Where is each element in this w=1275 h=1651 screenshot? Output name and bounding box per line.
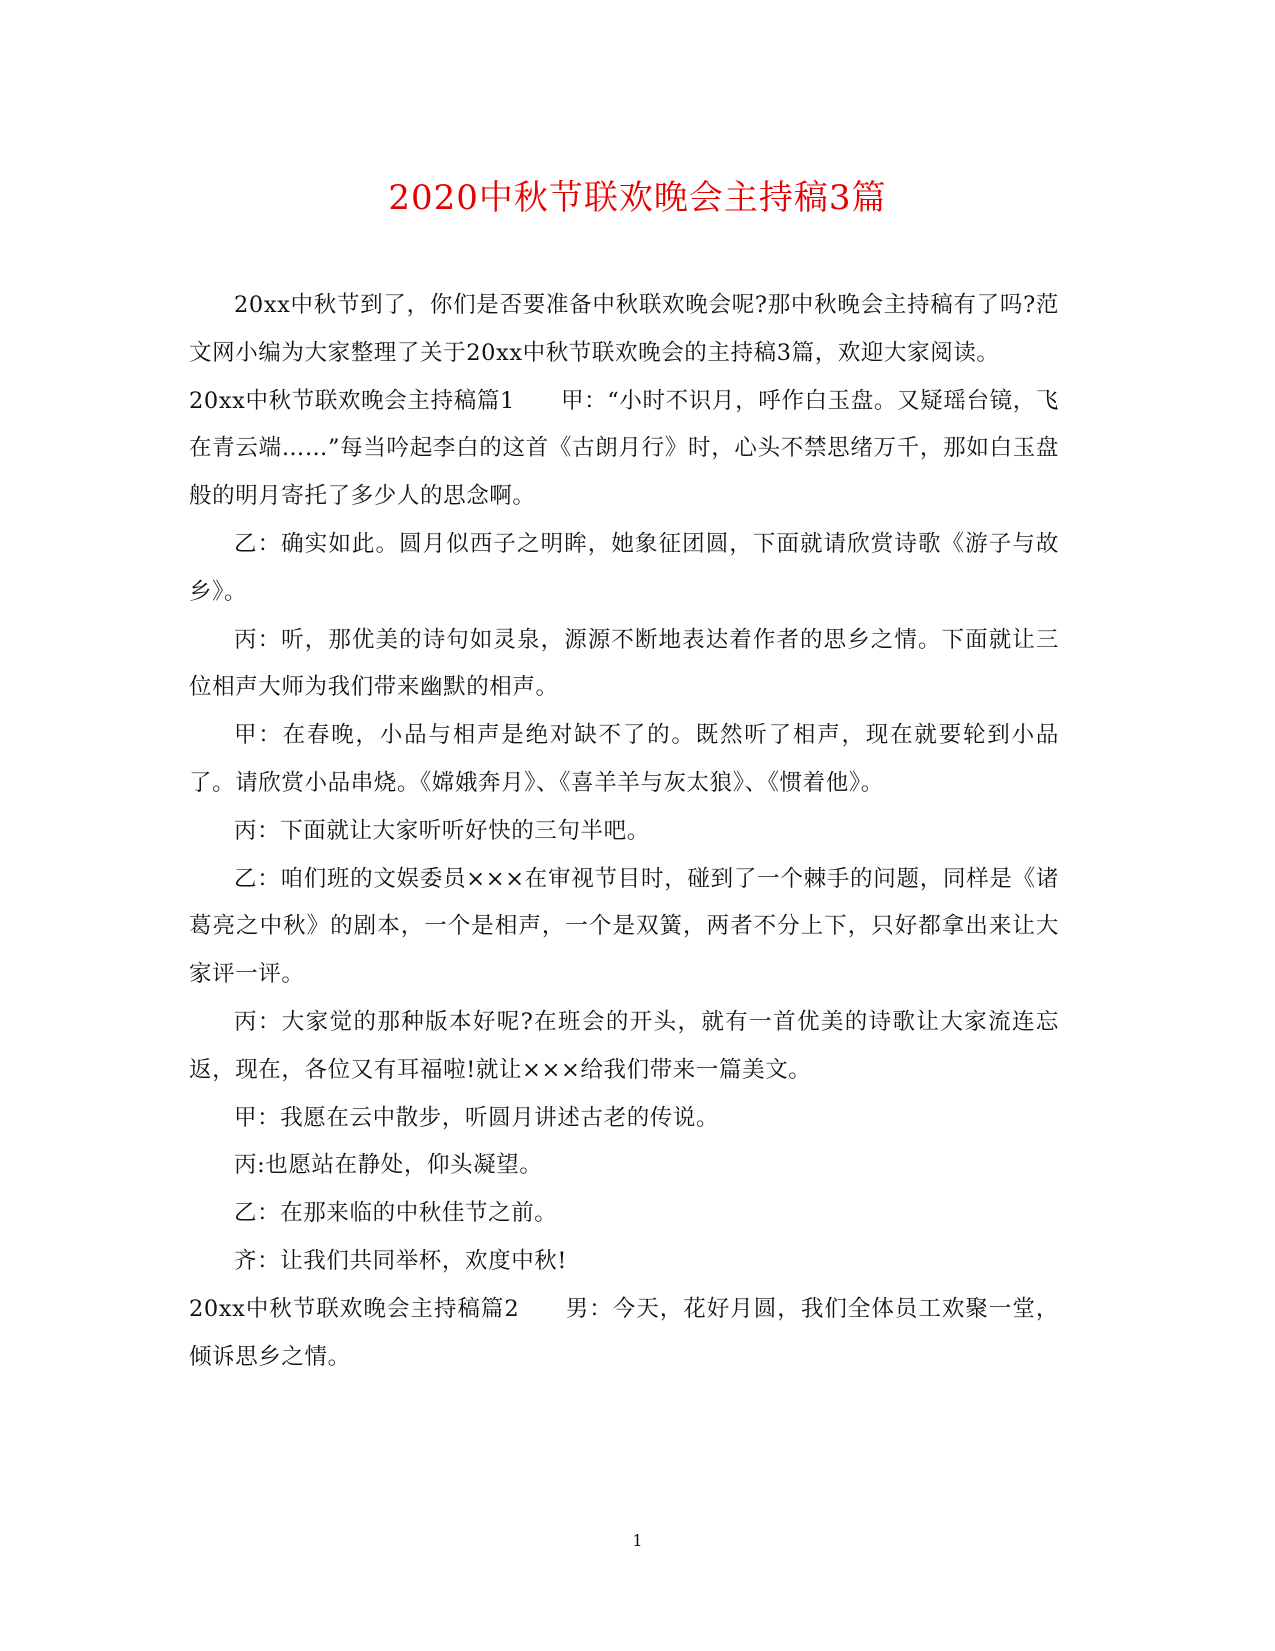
paragraph-text: 乙：咱们班的文娱委员×××在审视节目时，碰到了一个棘手的问题，同样是《诸葛亮之中秋》的剧本，一个是相声，一个是双簧，两者不分上下，只好都拿出来让大家评一评。 bbox=[189, 865, 1059, 988]
paragraph-text: 男：今天，花好月圆，我们全体员工欢聚一堂，倾诉思乡之情。 bbox=[189, 1295, 1059, 1370]
paragraph-dialogue bbox=[189, 1238, 1059, 1286]
paragraph-dialogue bbox=[189, 617, 1059, 713]
section-heading: 20xx中秋节联欢晚会主持稿篇2 bbox=[189, 1295, 520, 1322]
paragraph-intro bbox=[189, 282, 1059, 378]
paragraph-dialogue bbox=[189, 999, 1059, 1095]
paragraph-text: 丙：下面就让大家听听好快的三句半吧。 bbox=[234, 817, 650, 844]
paragraph-text: 20xx中秋节到了，你们是否要准备中秋联欢晚会呢?那中秋晚会主持稿有了吗?范文网小编为大家整理了关于20xx中秋节联欢晚会的主持稿3篇，欢迎大家阅读。 bbox=[189, 292, 1059, 366]
paragraph-text: 齐：让我们共同举杯，欢度中秋! bbox=[234, 1247, 568, 1274]
paragraph-dialogue bbox=[189, 1142, 1059, 1190]
paragraph-text: 乙：确实如此。圆月似西子之明眸，她象征团圆，下面就请欣赏诗歌《游子与故乡》。 bbox=[189, 530, 1059, 605]
document-body bbox=[189, 282, 1059, 1381]
paragraph-text: 乙：在那来临的中秋佳节之前。 bbox=[234, 1200, 558, 1227]
paragraph-section-1-start bbox=[189, 378, 1059, 521]
paragraph-dialogue bbox=[189, 1095, 1059, 1143]
paragraph-dialogue bbox=[189, 808, 1059, 856]
paragraph-dialogue bbox=[189, 521, 1059, 617]
paragraph-text: 甲：在春晚，小品与相声是绝对缺不了的。既然听了相声，现在就要轮到小品了。请欣赏小品串烧。《嫦娥奔月》、《喜羊羊与灰太狼》、《惯着他》。 bbox=[189, 722, 1059, 796]
section-heading: 20xx中秋节联欢晚会主持稿篇1 bbox=[189, 387, 515, 414]
paragraph-text: 丙:也愿站在静处，仰头凝望。 bbox=[234, 1152, 543, 1179]
paragraph-dialogue bbox=[189, 1190, 1059, 1238]
page-number: 1 bbox=[632, 1531, 643, 1550]
paragraph-text: 甲：我愿在云中散步，听圆月讲述古老的传说。 bbox=[234, 1104, 720, 1131]
paragraph-dialogue bbox=[189, 856, 1059, 999]
paragraph-section-2-start bbox=[189, 1286, 1059, 1382]
paragraph-text: 丙：听，那优美的诗句如灵泉，源源不断地表达着作者的思乡之情。下面就让三位相声大师为我们带来幽默的相声。 bbox=[189, 626, 1059, 701]
paragraph-dialogue bbox=[189, 712, 1059, 808]
document-title: 2020中秋节联欢晚会主持稿3篇 bbox=[388, 178, 887, 218]
paragraph-text: 甲：“小时不识月，呼作白玉盘。又疑瑶台镜，飞在青云端……”每当吟起李白的这首《古朗月行》时，心头不禁思绪万千，那如白玉盘般的明月寄托了多少人的思念啊。 bbox=[189, 387, 1059, 510]
paragraph-text: 丙：大家觉的那种版本好呢?在班会的开头，就有一首优美的诗歌让大家流连忘返，现在，各位又有耳福啦!就让×××给我们带来一篇美文。 bbox=[189, 1008, 1059, 1083]
